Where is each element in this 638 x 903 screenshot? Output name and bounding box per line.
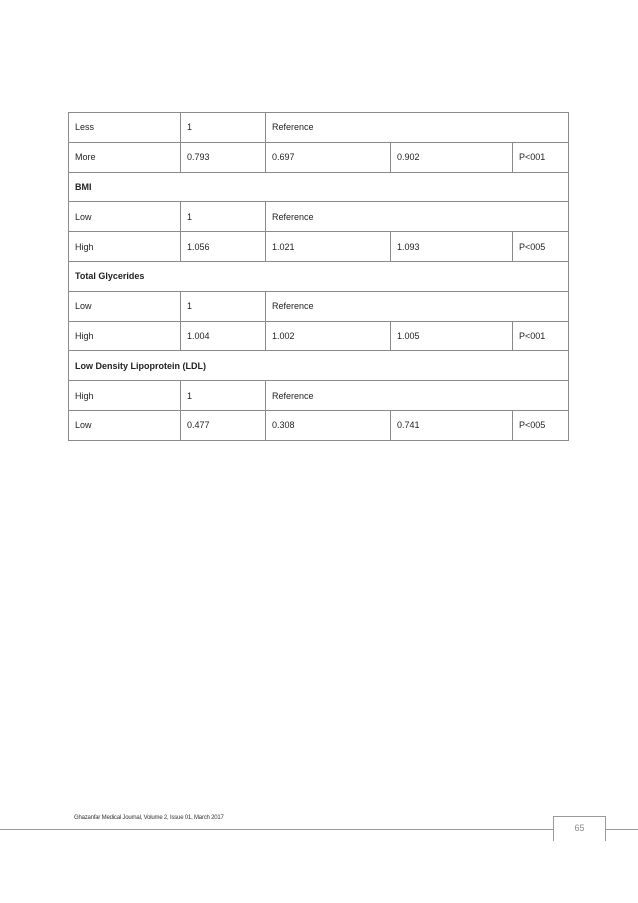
table-cell: Reference <box>266 291 569 321</box>
table-cell: P<005 <box>513 232 569 262</box>
table-row <box>69 381 569 411</box>
table-section-row <box>69 172 569 202</box>
table-cell: 1.004 <box>181 321 266 351</box>
footer-divider-left <box>0 829 553 830</box>
footer-divider-right <box>605 829 638 830</box>
table-row <box>69 142 569 172</box>
journal-citation: Ghazanfar Medical Journal, Volume 2, Issue 01, March 2017 <box>74 815 224 821</box>
page-number: 65 <box>574 823 585 833</box>
table-section-row <box>69 351 569 381</box>
table-cell: 1.056 <box>181 232 266 262</box>
table-cell: 1.021 <box>266 232 391 262</box>
table-cell: Low <box>69 202 181 232</box>
table-cell: 1 <box>181 381 266 411</box>
table-cell: P<001 <box>513 321 569 351</box>
section-label: BMI <box>69 172 569 202</box>
table-cell: 0.902 <box>391 142 513 172</box>
table-row <box>69 410 569 440</box>
table-cell: Reference <box>266 113 569 143</box>
table-cell: 0.793 <box>181 142 266 172</box>
table-cell: 1.002 <box>266 321 391 351</box>
table-cell: 1.005 <box>391 321 513 351</box>
table-cell: 1 <box>181 291 266 321</box>
table-row <box>69 113 569 143</box>
table-cell: Less <box>69 113 181 143</box>
table-cell: High <box>69 381 181 411</box>
table-cell: 1 <box>181 113 266 143</box>
results-table <box>68 112 569 441</box>
table-row <box>69 291 569 321</box>
table-cell: 0.308 <box>266 410 391 440</box>
table-row <box>69 321 569 351</box>
table-cell: P<001 <box>513 142 569 172</box>
section-label: Total Glycerides <box>69 261 569 291</box>
section-label: Low Density Lipoprotein (LDL) <box>69 351 569 381</box>
table-row <box>69 202 569 232</box>
table-row <box>69 232 569 262</box>
table-body <box>69 113 569 441</box>
table-cell: 1 <box>181 202 266 232</box>
table-cell: More <box>69 142 181 172</box>
table-cell: Low <box>69 291 181 321</box>
table-cell: High <box>69 321 181 351</box>
table-cell: Reference <box>266 381 569 411</box>
table-cell: P<005 <box>513 410 569 440</box>
table-cell: 1.093 <box>391 232 513 262</box>
table-cell: 0.477 <box>181 410 266 440</box>
table-cell: 0.741 <box>391 410 513 440</box>
table-cell: Low <box>69 410 181 440</box>
table-section-row <box>69 261 569 291</box>
table-cell: 0.697 <box>266 142 391 172</box>
table-cell: High <box>69 232 181 262</box>
table-cell: Reference <box>266 202 569 232</box>
